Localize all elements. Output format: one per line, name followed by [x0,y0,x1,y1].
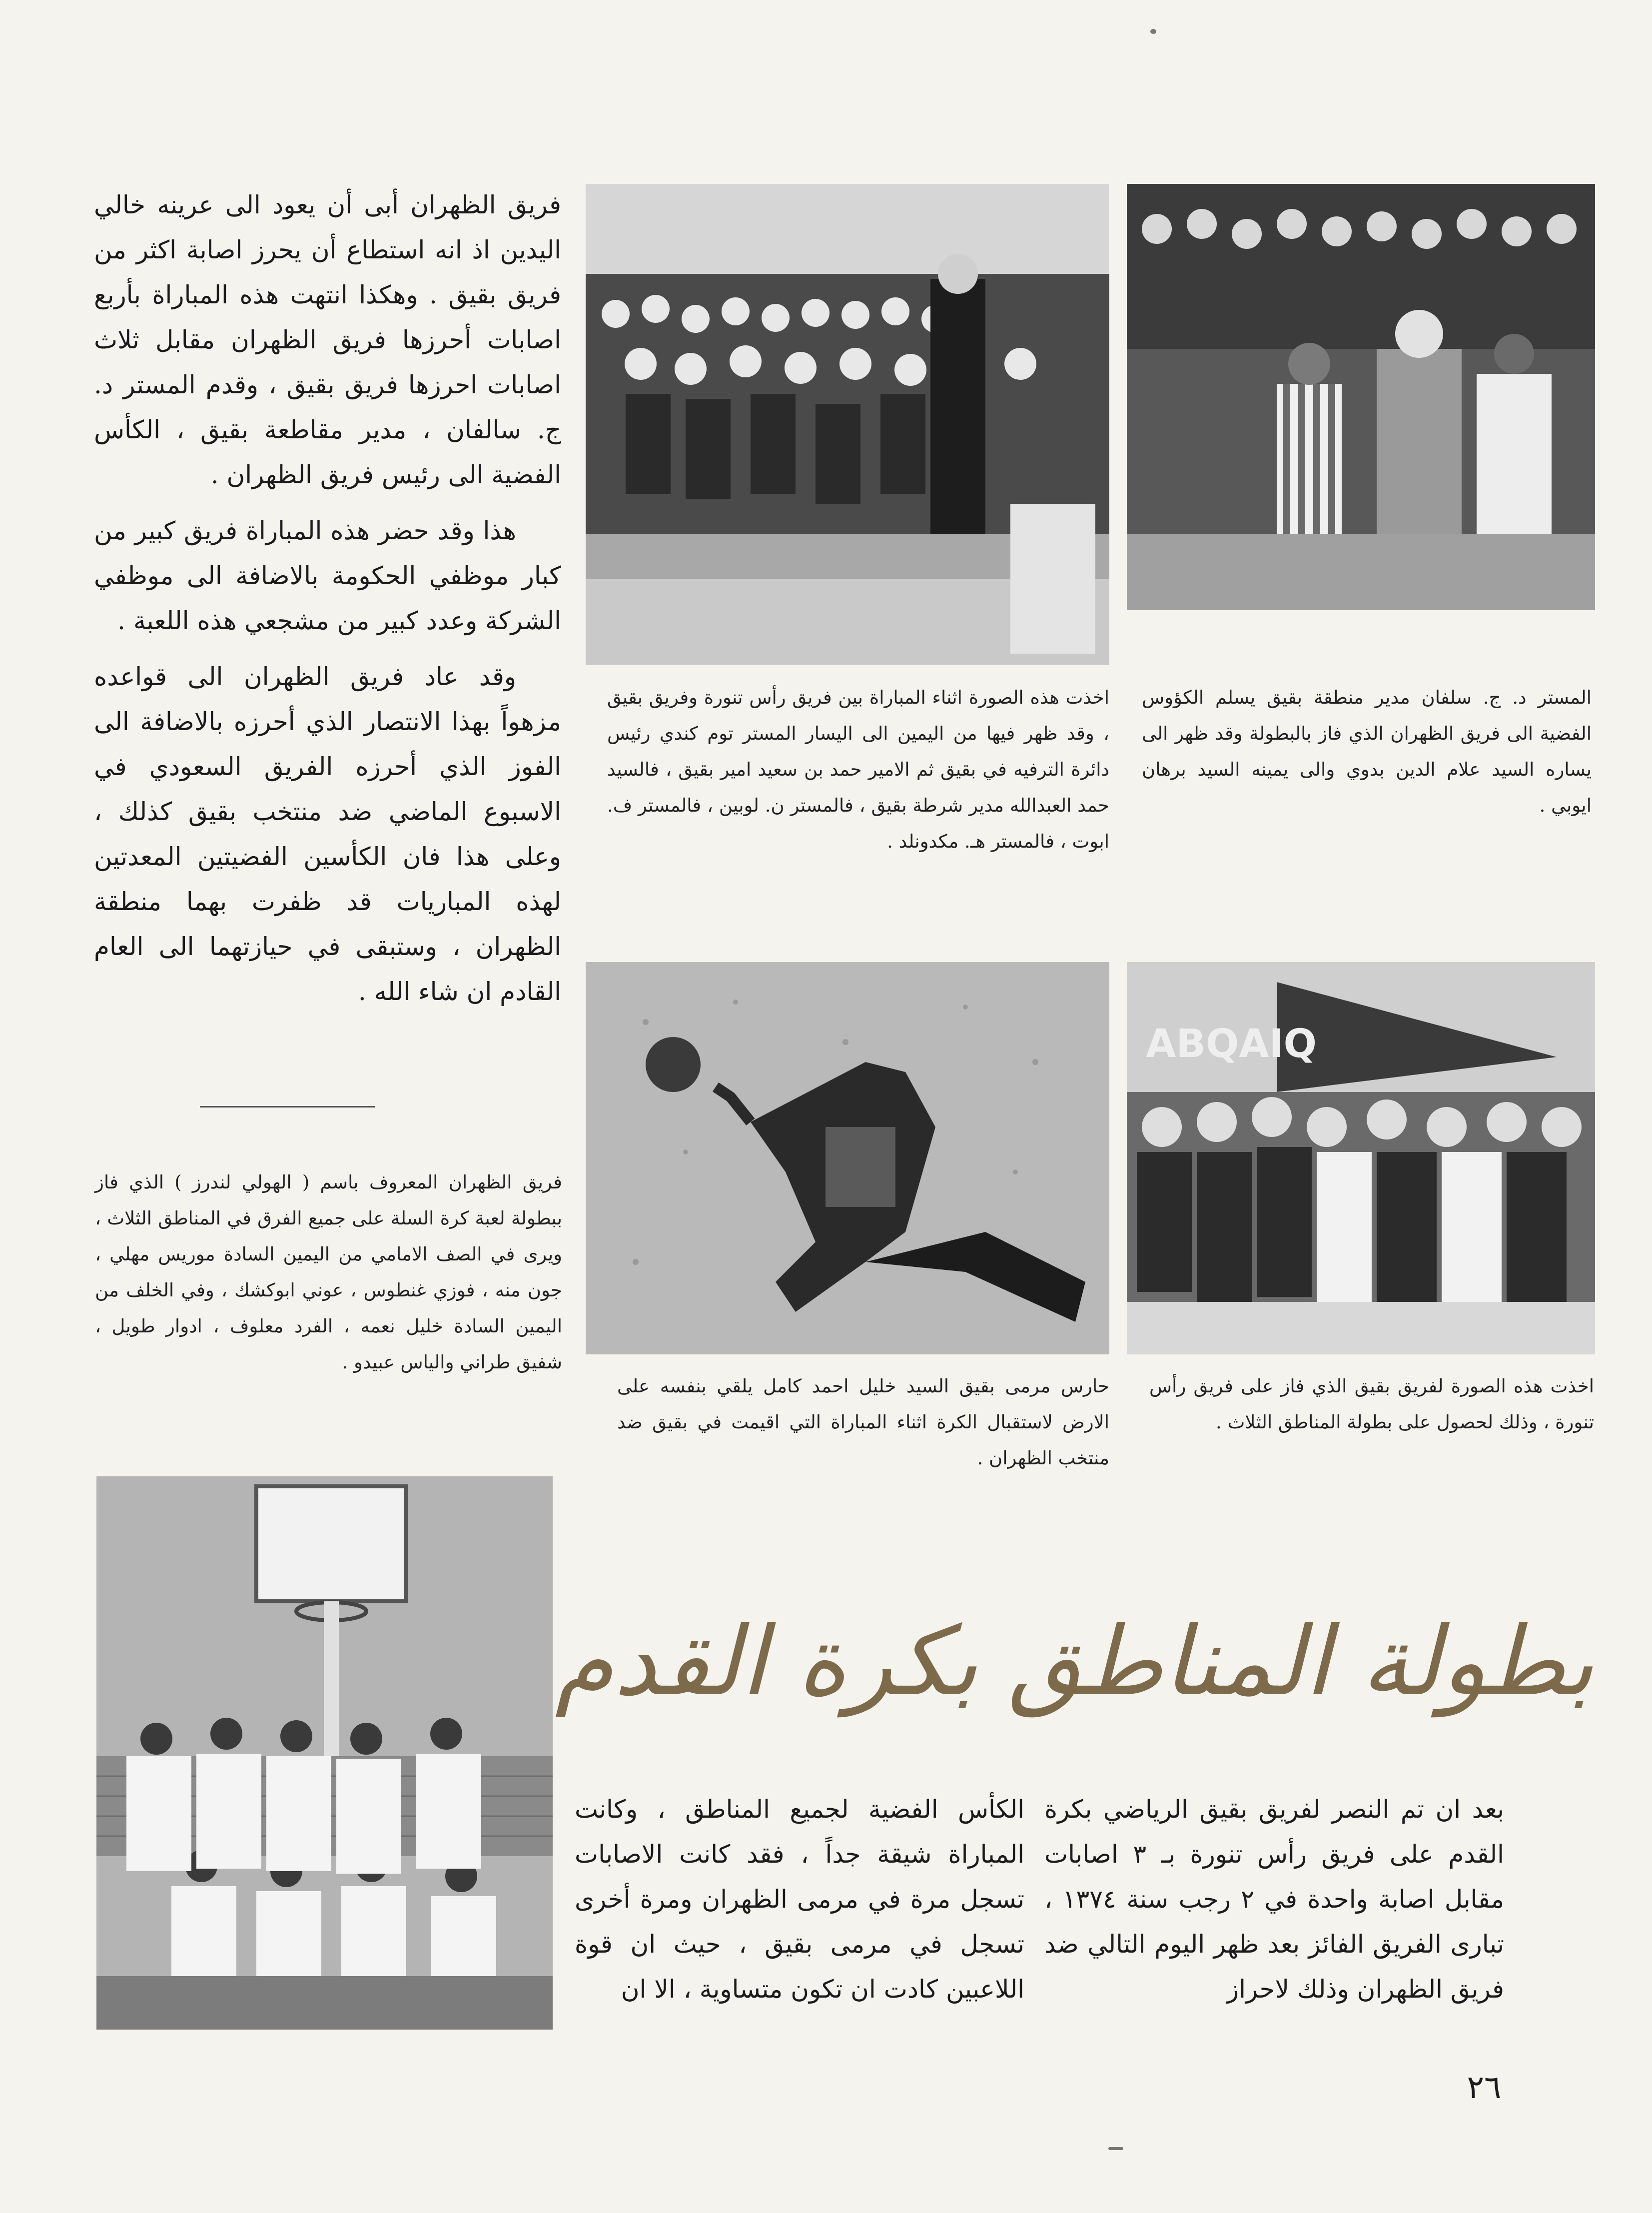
caption-trophy: المستر د. ج. سلفان مدير منطقة بقيق يسلم الكؤوس الفضية الى فريق الظهران الذي فاز بالبطولة وقد ظهر الى يساره السيد علام الدين بدوي والى يمينه السيد برهان ايوبي . [1142,687,1592,816]
photo-trophy-presentation [1127,184,1595,610]
scan-speck [1150,29,1156,34]
article-paragraph-1: فريق الظهران أبى أن يعود الى عرينه خالي اليدين اذ انه استطاع أن يحرز اصابة اكثر من فريق بقيق . وهكذا انتهت هذه المباراة بأربع اصابات أحرزها فريق الظهران مقابل ثلاث اصابات احرزها فريق بقيق ، وقدم المستر د. ج. سالفان ، مدير مقاطعة بقيق ، الكأس الفضية الى رئيس فريق الظهران . [94,190,561,489]
caption-stands: اخذت هذه الصورة اثناء المباراة بين فريق رأس تنورة وفريق بقيق ، وقد ظهر فيها من اليمين الى اليسار المستر توم كندي رئيس دائرة الترفيه في بقيق ثم الامير حمد بن سعيد امير بقيق ، فالسيد حمد العبدالله مدير شرطة بقيق ، فالمستر ن. لوبين ، فالمستر ف. ابوت ، فالمستر هـ. مكدونلد . [607,687,1109,852]
caption-goalkeeper: حارس مرمى بقيق السيد خليل احمد كامل يلقي بنفسه على الارض لاستقبال الكرة اثناء المباراة التي اقيمت في بقيق ضد منتخب الظهران . [617,1375,1109,1469]
photo-basketball-team [96,1476,553,2030]
intro-column-right: بعد ان تم النصر لفريق بقيق الرياضي بكرة القدم على فريق رأس تنورة بـ ٣ اصابات مقابل اصابة واحدة في ٢ رجب سنة ١٣٧٤ ، تبارى الفريق الفائز بعد ظهر اليوم التالي ضد فريق الظهران وذلك لاحراز [1044,1795,1504,2004]
intro-column-left: الكأس الفضية لجميع المناطق ، وكانت المباراة شيقة جداً ، فقد كانت الاصابات تسجل مرة في مرمى الظهران ومرة أخرى تسجل في مرمى بقيق ، حيث ان قوة اللاعبين كادت ان تكون متساوية ، الا ان [575,1795,1024,2004]
article-paragraph-3: وقد عاد فريق الظهران الى قواعده مزهواً بهذا الانتصار الذي أحرزه بالاضافة الى الفوز الذي أحرزه الفريق السعودي في الاسبوع الماضي ضد منتخب بقيق كذلك ، وعلى هذا فان الكأسين الفضيتين المعدتين لهذه المباريات قد ظفرت بهما منطقة الظهران ، وستبقى في حيازتهما الى العام القادم ان شاء الله . [94,662,561,1006]
scan-speck [1108,2147,1123,2150]
photo-goalkeeper [586,962,1109,1354]
caption-team-pennant: اخذت هذه الصورة لفريق بقيق الذي فاز على فريق رأس تنورة ، وذلك لحصول على بطولة المناطق الثلاث . [1149,1375,1594,1433]
page-number: ٢٦ [1467,2069,1502,2106]
article-continuation [94,182,561,1025]
article-headline: بطولة المناطق بكرة القدم [555,1606,1594,1717]
caption-basketball-team: فريق الظهران المعروف باسم ( الهولي لندرز ) الذي فاز ببطولة لعبة كرة السلة على جميع الفرق في المناطق الثلاث ، ويرى في الصف الامامي من اليمين السادة موريس مهلي ، جون منه ، فوزي غنطوس ، عوني ابوكشك ، وفي الخلف من اليمين السادة خليل نعمه ، الفرد معلوف ، ادوار طويل ، شفيق طراني والياس عبيدو . [95,1171,562,1373]
pennant-label: ABQAIQ [1146,1022,1317,1067]
photo-team-with-pennant [1127,962,1595,1354]
separator-rule [200,1106,375,1107]
article-paragraph-2: هذا وقد حضر هذه المباراة فريق كبير من كبار موظفي الحكومة بالاضافة الى موظفي الشركة وعدد كبير من مشجعي هذه اللعبة . [94,516,561,635]
photo-stands [586,184,1109,665]
